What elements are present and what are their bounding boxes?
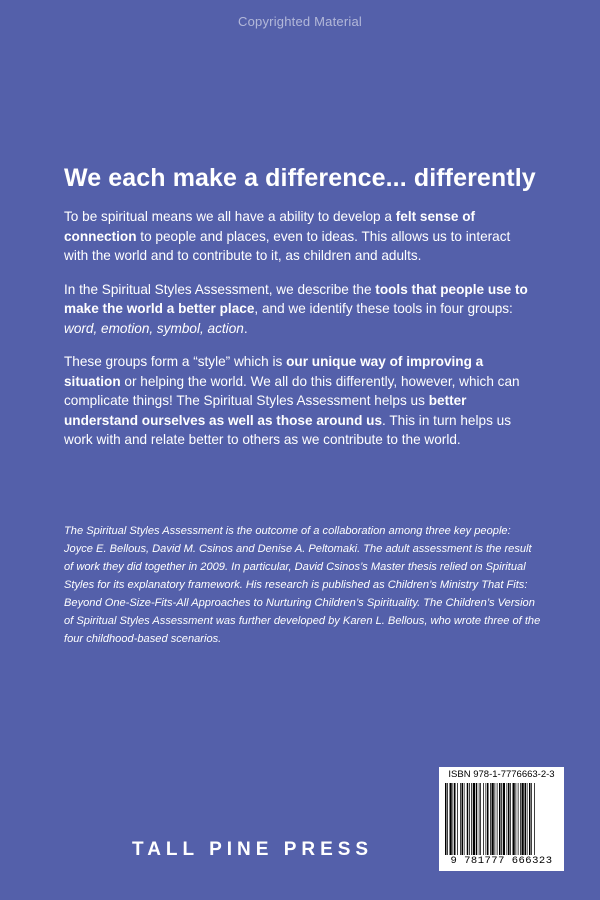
barcode-bar	[490, 783, 491, 855]
barcode-bar	[522, 783, 524, 855]
barcode-bar	[476, 783, 478, 855]
paragraph-run: to people and places, even to ideas. This allows us to interact with the world and to contribute to it, as children and adults.	[64, 228, 511, 263]
paragraph-2	[64, 280, 534, 339]
barcode-bar	[450, 783, 452, 855]
paragraph-run: better understand ourselves as well as those around us	[64, 393, 467, 428]
barcode-bar	[497, 783, 498, 855]
barcode-bar	[507, 783, 508, 855]
barcode-bar	[462, 783, 464, 855]
barcode-bar	[445, 783, 447, 855]
barcode-bar	[499, 783, 501, 855]
barcode-bar	[469, 783, 470, 855]
barcode-bar	[447, 783, 448, 855]
paragraph-run: , and we identify these tools in four groups:	[254, 301, 513, 316]
barcode-bar	[503, 783, 505, 855]
barcode-bar	[467, 783, 469, 855]
barcode-bar	[483, 783, 484, 855]
paragraph-run: In the Spiritual Styles Assessment, we describe the	[64, 281, 376, 297]
barcode-bar	[527, 783, 528, 855]
paragraph-run: These groups form a “style” which is	[64, 354, 287, 369]
barcode-bar	[453, 783, 454, 855]
barcode-bar	[513, 783, 515, 855]
barcode-bar	[480, 783, 481, 855]
barcode-bar	[454, 783, 456, 855]
barcode-bar	[518, 783, 519, 855]
copyright-watermark: Copyrighted Material	[238, 14, 362, 29]
paragraph-run: . This in turn helps us work with and relate better to others as we contribute to the world.	[64, 412, 512, 447]
paragraph-3	[64, 352, 534, 450]
barcode-bar	[473, 783, 475, 855]
paragraph-run: .	[243, 320, 248, 336]
barcode-bar	[460, 783, 461, 855]
body-text	[64, 207, 534, 464]
paragraph-run: our unique way of improving a situation	[64, 354, 484, 389]
barcode-bar	[520, 783, 521, 855]
paragraph-run: or helping the world. We all do this differently, however, which can complicate things! The Spiritual Styles Assessment helps us	[64, 373, 520, 408]
barcode-bar	[525, 783, 527, 855]
headline: We each make a difference... differently	[64, 164, 536, 192]
barcode-bar	[501, 783, 502, 855]
isbn-label: ISBN 978-1-7776663-2-3	[448, 769, 555, 780]
credits-text: The Spiritual Styles Assessment is the outcome of a collaboration among three key people: Joyce E. Bellous, David M. Csinos and Denise A. Peltomaki. The adult assessment is the result of work they did together in 2009. In particular, David Csinos’s Master thesis relied on Spiritual Styles for its explanatory framework. His research is published as Children’s Ministry That Fits: Beyond One-Size-Fits-All Approaches to Nurturing Children’s Spirituality. The Children’s Version of Spiritual Styles Assessment was further developed by Karen L. Bellous, who wrote three of the four childhood-based scenarios.	[64, 525, 541, 645]
barcode-bar	[529, 783, 531, 855]
publisher-logo: TALL PINE PRESS	[132, 839, 374, 860]
barcode-bar	[487, 783, 489, 855]
barcode-bar	[457, 783, 458, 855]
barcode-bar	[516, 783, 517, 855]
barcode-digits: 9 781777 666323	[450, 855, 553, 867]
barcode-bars	[445, 783, 558, 855]
paragraph-run: felt sense of connection	[64, 209, 476, 244]
barcode-bar	[464, 783, 465, 855]
barcode-bar	[510, 783, 511, 855]
isbn-barcode	[439, 767, 564, 871]
paragraph-run: word, emotion, symbol, action	[64, 320, 244, 336]
barcode-bar	[471, 783, 472, 855]
barcode-bar	[492, 783, 494, 855]
barcode-bar	[534, 783, 535, 855]
barcode-bar	[495, 783, 496, 855]
barcode-bar	[486, 783, 487, 855]
paragraph-run: To be spiritual means we all have a ability to develop a	[64, 209, 396, 224]
barcode-bar	[479, 783, 480, 855]
barcode-bar	[531, 783, 532, 855]
barcode-bar	[508, 783, 510, 855]
paragraph-1	[64, 207, 534, 266]
paragraph-run: tools that people use to make the world a better place	[64, 281, 528, 316]
